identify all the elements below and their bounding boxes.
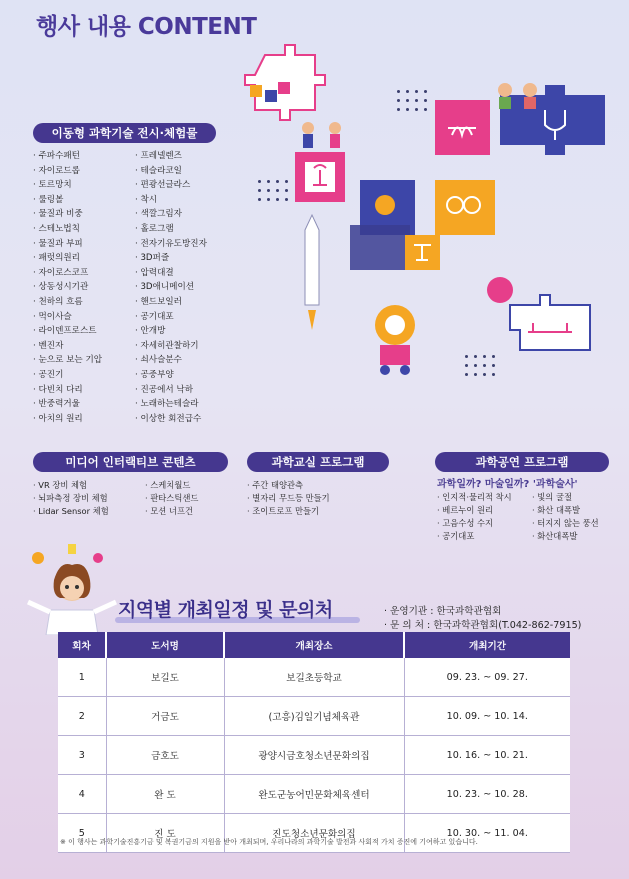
classroom-list xyxy=(247,479,330,518)
blue-puzzle xyxy=(500,85,605,155)
list-item: · Lidar Sensor 체험 xyxy=(33,505,109,518)
list-item: · 뇌파측정 장비 체험 xyxy=(33,492,109,505)
list-item: · 공진기 xyxy=(33,368,102,383)
table-cell: 2 xyxy=(58,697,106,736)
dot-grid xyxy=(465,355,495,376)
contact-text: · 문 의 처 : 한국과학관협회(T.042-862-7915) xyxy=(384,620,582,631)
list-item: · 전자기유도방진자 xyxy=(135,237,207,252)
list-item: · 다빈치 다리 xyxy=(33,383,102,398)
list-item: · 핸드보일러 xyxy=(135,295,207,310)
list-item: · 스테노법칙 xyxy=(33,222,102,237)
list-item: · 3D퍼즐 xyxy=(135,251,207,266)
table-cell: 3 xyxy=(58,736,106,775)
list-item: · 고음수성 수지 xyxy=(437,517,512,530)
list-item: · 천하의 흐름 xyxy=(33,295,102,310)
table-cell: 4 xyxy=(58,775,106,814)
list-item: · 프레넬렌즈 xyxy=(135,149,207,164)
show-heading: 과학공연 프로그램 xyxy=(435,452,609,472)
media-list-left xyxy=(33,479,109,518)
table-cell: 완도군농어민문화체육센터 xyxy=(224,775,404,814)
list-item: · 모션 너프건 xyxy=(145,505,198,518)
list-item: · 공기대포 xyxy=(437,530,512,543)
puzzle-outline-bottom xyxy=(510,295,590,350)
table-cell: 10. 09. ~ 10. 14. xyxy=(404,697,570,736)
list-item: · 아치의 원리 xyxy=(33,412,102,427)
list-item: · 판타스틱샌드 xyxy=(145,492,198,505)
list-item: · 자이로드롭 xyxy=(33,164,102,179)
list-item: · 자세히관찰하기 xyxy=(135,339,207,354)
table-cell: 금호도 xyxy=(106,736,224,775)
column-header: 개최장소 xyxy=(224,632,404,658)
list-item: · 라이덴프로스트 xyxy=(33,324,102,339)
table-cell: 진 도 xyxy=(106,814,224,853)
list-item: · 주파수패턴 xyxy=(33,149,102,164)
robot-icon xyxy=(375,305,415,375)
list-item: · 안개방 xyxy=(135,324,207,339)
list-item: · 벤진자 xyxy=(33,339,102,354)
list-item: · 착시 xyxy=(135,193,207,208)
table-cell: 보길초등학교 xyxy=(224,658,404,697)
table-cell: 10. 16. ~ 10. 21. xyxy=(404,736,570,775)
column-header: 회차 xyxy=(58,632,106,658)
table-cell: (고흥)김일기념체육관 xyxy=(224,697,404,736)
table-cell: 5 xyxy=(58,814,106,853)
list-item: · 먹이사슬 xyxy=(33,310,102,325)
column-header: 개최기간 xyxy=(404,632,570,658)
list-item: · 편광선글라스 xyxy=(135,178,207,193)
list-item: · 홀로그램 xyxy=(135,222,207,237)
show-subtitle: 과학일까? 마술일까? '과학술사' xyxy=(437,479,578,490)
table-cell: 거금도 xyxy=(106,697,224,736)
table-cell: 10. 30. ~ 11. 04. xyxy=(404,814,570,853)
show-list-left xyxy=(437,491,512,543)
table-cell: 완 도 xyxy=(106,775,224,814)
table-cell: 진도청소년문화의집 xyxy=(224,814,404,853)
page-title: 행사 내용 CONTENT xyxy=(36,14,257,40)
table-row xyxy=(58,736,570,775)
table-row xyxy=(58,775,570,814)
exhibits-list-left xyxy=(33,149,102,426)
schedule-table xyxy=(58,632,570,853)
list-item: · 베르누이 원리 xyxy=(437,504,512,517)
table-cell: 10. 23. ~ 10. 28. xyxy=(404,775,570,814)
table-cell: 1 xyxy=(58,658,106,697)
schedule-heading: 지역별 개최일정 및 문의처 xyxy=(118,599,333,621)
column-header: 도서명 xyxy=(106,632,224,658)
dot-grid xyxy=(397,90,427,111)
list-item: · 상동성시기관 xyxy=(33,280,102,295)
list-item: · 룰링볼 xyxy=(33,193,102,208)
list-item: · 이상한 회전급수 xyxy=(135,412,207,427)
list-item: · 토르망치 xyxy=(33,178,102,193)
list-item: · 압력대결 xyxy=(135,266,207,281)
media-heading: 미디어 인터랙티브 콘텐츠 xyxy=(33,452,228,472)
list-item: · 빛의 굴절 xyxy=(532,491,599,504)
exhibits-heading: 이동형 과학기술 전시·체험물 xyxy=(33,123,216,143)
footnote: ※ 이 행사는 과학기술진흥기금 및 복권기금의 지원을 받아 개최되며, 우리나라의 과학기술 발전과 사회적 가치 증진에 기여하고 있습니다. xyxy=(60,838,478,846)
rocket-icon xyxy=(305,215,319,330)
dot-grid xyxy=(258,180,288,201)
list-item: · 진공에서 낙하 xyxy=(135,383,207,398)
table-header-row xyxy=(58,632,570,658)
list-item: · 눈으로 보는 기압 xyxy=(33,353,102,368)
table-cell: 보길도 xyxy=(106,658,224,697)
list-item: · 스케치월드 xyxy=(145,479,198,492)
list-item: · 주간 태양관측 xyxy=(247,479,330,492)
list-item: · VR 장비 체험 xyxy=(33,479,109,492)
list-item: · 공중부양 xyxy=(135,368,207,383)
list-item: · 노래하는테슬라 xyxy=(135,397,207,412)
pink-dot xyxy=(487,277,513,303)
list-item: · 쇠사슬분수 xyxy=(135,353,207,368)
list-item: · 색깔그림자 xyxy=(135,207,207,222)
list-item: · 물질과 부피 xyxy=(33,237,102,252)
list-item: · 터지지 않는 풍선 xyxy=(532,517,599,530)
blocks-icon xyxy=(250,85,262,97)
list-item: · 조이트로프 만들기 xyxy=(247,505,330,518)
scientist-icon xyxy=(20,540,120,635)
list-item: · 반중력거울 xyxy=(33,397,102,412)
media-list-right xyxy=(145,479,198,518)
list-item: · 물질과 비중 xyxy=(33,207,102,222)
list-item: · 3D애니메이션 xyxy=(135,280,207,295)
table-row xyxy=(58,658,570,697)
list-item: · 테슬라코일 xyxy=(135,164,207,179)
list-item: · 별자리 무드등 만들기 xyxy=(247,492,330,505)
list-item: · 화산대폭발 xyxy=(532,530,599,543)
table-row xyxy=(58,697,570,736)
table-cell: 광양시금호청소년문화의집 xyxy=(224,736,404,775)
exhibits-list-right xyxy=(135,149,207,426)
list-item: · 자이로스코프 xyxy=(33,266,102,281)
organizer-text: · 운영기관 : 한국과학관협회 xyxy=(384,606,502,617)
table-cell: 09. 23. ~ 09. 27. xyxy=(404,658,570,697)
list-item: · 인지적·물리적 착시 xyxy=(437,491,512,504)
list-item: · 화산 대폭발 xyxy=(532,504,599,517)
show-list-right xyxy=(532,491,599,543)
classroom-heading: 과학교실 프로그램 xyxy=(247,452,389,472)
list-item: · 공기대포 xyxy=(135,310,207,325)
list-item: · 패럿의원리 xyxy=(33,251,102,266)
